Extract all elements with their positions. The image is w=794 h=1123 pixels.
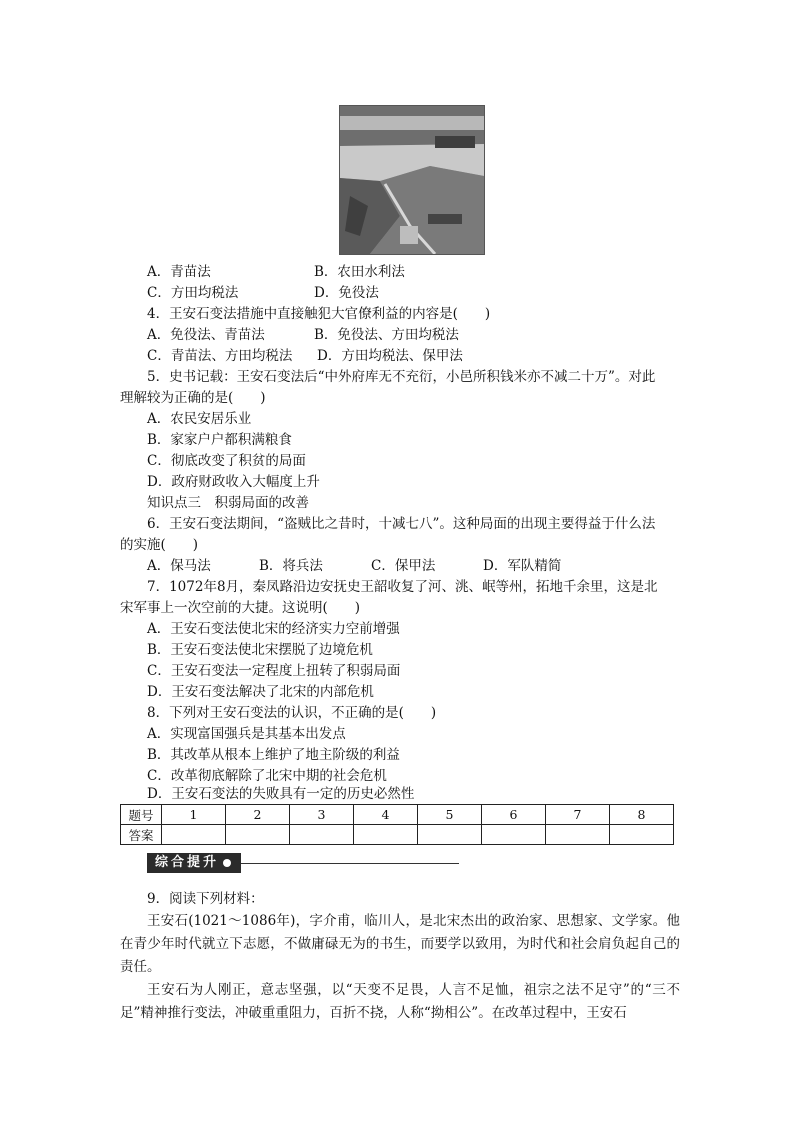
option-b[interactable]: B．免役法、方田均税法 xyxy=(314,327,459,343)
q9-stem: 9．阅读下列材料： xyxy=(147,891,264,907)
answer-cell[interactable] xyxy=(610,825,674,845)
option-d[interactable]: D．军队精简 xyxy=(483,558,562,574)
option-c[interactable]: C．青苗法、方田均税法 xyxy=(147,348,293,364)
option-c[interactable]: C．方田均税法 xyxy=(147,285,239,301)
q8-stem: 8．下列对王安石变法的认识，不正确的是( ) xyxy=(147,705,437,721)
answer-table xyxy=(120,804,674,845)
q4-options-row2 xyxy=(120,346,680,367)
option-a[interactable]: A．保马法 xyxy=(147,558,211,574)
aerial-reservoir-photo-icon xyxy=(340,106,484,254)
option-b[interactable]: B．其改革从根本上维护了地主阶级的利益 xyxy=(147,747,400,763)
answer-cell[interactable] xyxy=(226,825,290,845)
answer-cell[interactable] xyxy=(418,825,482,845)
answer-cell[interactable] xyxy=(482,825,546,845)
option-d[interactable]: D．王安石变法解决了北宋的内部危机 xyxy=(147,684,374,700)
banner-tag xyxy=(147,853,241,873)
option-a[interactable]: A．农民安居乐业 xyxy=(147,411,252,427)
number-cell: 2 xyxy=(226,805,290,825)
option-b[interactable]: B．将兵法 xyxy=(259,558,323,574)
q5-stem-line2: 理解较为正确的是( ) xyxy=(120,390,266,406)
option-b[interactable]: B．农田水利法 xyxy=(314,264,405,280)
q4-stem: 4．王安石变法措施中直接触犯大官僚利益的内容是( ) xyxy=(147,306,491,322)
option-a[interactable]: A．青苗法 xyxy=(147,264,211,280)
header-cell: 题号 xyxy=(121,805,162,825)
answer-cell[interactable] xyxy=(290,825,354,845)
option-d[interactable]: D．方田均税法、保甲法 xyxy=(317,348,463,364)
answer-cell[interactable] xyxy=(162,825,226,845)
q6-stem-line1: 6．王安石变法期间，“盗贼比之昔时，十减七八”。这种局面的出现主要得益于什么法 xyxy=(147,516,656,532)
header-cell: 答案 xyxy=(121,825,162,845)
q6-stem-line2: 的实施( ) xyxy=(120,537,199,553)
option-b[interactable]: B．家家户户都积满粮食 xyxy=(147,432,292,448)
option-c[interactable]: C．王安石变法一定程度上扭转了积弱局面 xyxy=(147,663,401,679)
q7-stem-line2: 宋军事上一次空前的大捷。这说明( ) xyxy=(120,600,361,616)
number-cell: 3 xyxy=(290,805,354,825)
q3-options-row1 xyxy=(120,262,680,283)
q9-paragraph-2: 王安石为人刚正，意志坚强，以“天变不足畏，人言不足恤，祖宗之法不足守”的“三不足”精神推行变法，冲破重重阻力，百折不挠，人称“拗相公”。在改革过程中，王安石 xyxy=(120,982,680,1021)
option-a[interactable]: A．实现富国强兵是其基本出发点 xyxy=(147,726,346,742)
option-a[interactable]: A．免役法、青苗法 xyxy=(147,327,265,343)
option-c[interactable]: C．改革彻底解除了北宋中期的社会危机 xyxy=(147,768,387,784)
q4-options-row1 xyxy=(120,325,680,346)
table-row xyxy=(121,805,674,825)
answer-cell[interactable] xyxy=(354,825,418,845)
q3-options-row2 xyxy=(120,283,680,304)
number-cell: 1 xyxy=(162,805,226,825)
q5-stem-line1: 5．史书记载：王安石变法后“中外府库无不充衍，小邑所积钱米亦不减二十万”。对此 xyxy=(147,369,656,385)
banner-rule xyxy=(241,863,459,864)
banner-label: 综合提升 xyxy=(155,855,220,870)
option-b[interactable]: B．王安石变法使北宋摆脱了边境危机 xyxy=(147,642,373,658)
option-d[interactable]: D．王安石变法的失败具有一定的历史必然性 xyxy=(147,786,415,802)
option-c[interactable]: C．保甲法 xyxy=(371,558,436,574)
q6-options xyxy=(120,556,680,577)
aerial-photo xyxy=(339,105,485,255)
number-cell: 8 xyxy=(610,805,674,825)
section-banner xyxy=(147,853,459,873)
answer-cell[interactable] xyxy=(546,825,610,845)
bullet-dot-icon xyxy=(223,859,231,867)
option-c[interactable]: C．彻底改变了积贫的局面 xyxy=(147,453,306,469)
q7-stem-line1: 7．1072年8月，秦凤路沿边安抚史王韶收复了河、洮、岷等州，拓地千余里，这是北 xyxy=(147,579,658,595)
number-cell: 7 xyxy=(546,805,610,825)
section-heading: 知识点三 积弱局面的改善 xyxy=(147,495,309,511)
number-cell: 6 xyxy=(482,805,546,825)
table-row xyxy=(121,825,674,845)
option-a[interactable]: A．王安石变法使北宋的经济实力空前增强 xyxy=(147,621,400,637)
option-d[interactable]: D．政府财政收入大幅度上升 xyxy=(147,474,320,490)
number-cell: 4 xyxy=(354,805,418,825)
q9-paragraph-1: 王安石(1021～1086年)，字介甫，临川人，是北宋杰出的政治家、思想家、文学家。他在青少年时代就立下志愿，不做庸碌无为的书生，而要学以致用，为时代和社会肩负起自己的责任。 xyxy=(120,913,680,975)
option-d[interactable]: D．免役法 xyxy=(314,285,379,301)
number-cell: 5 xyxy=(418,805,482,825)
